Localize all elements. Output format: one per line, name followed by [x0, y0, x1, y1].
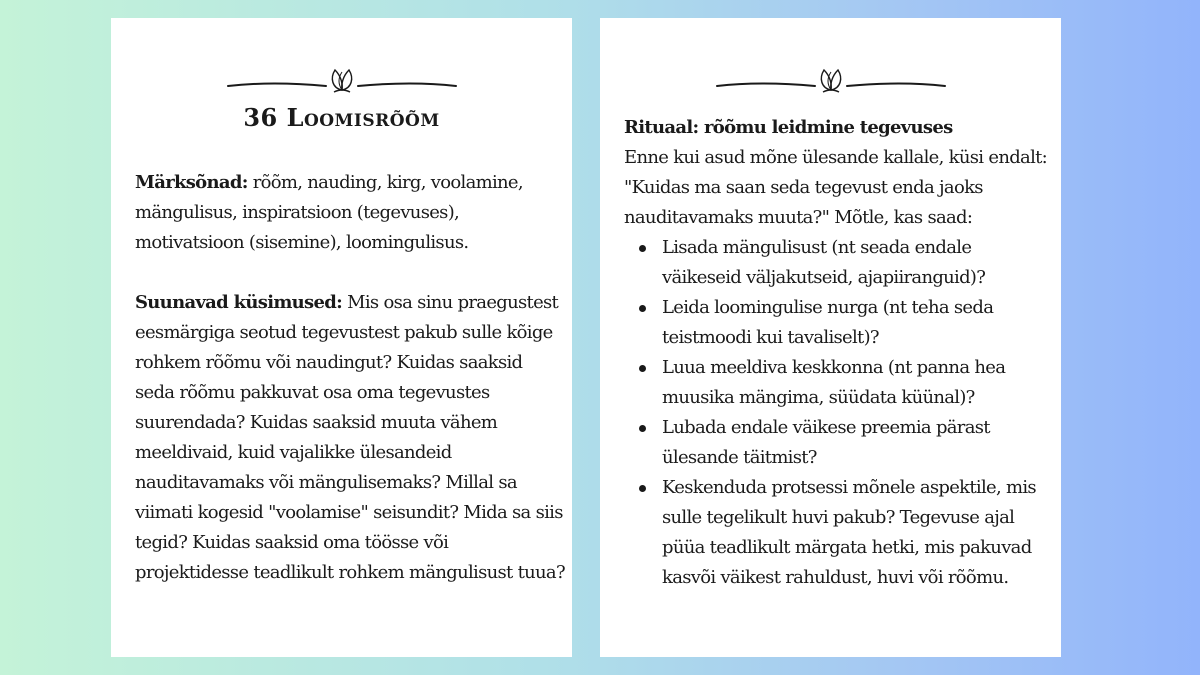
- ritual-heading: Rituaal: rõõmu leidmine tegevuses: [624, 117, 953, 138]
- card-title: 36 Loomisrõõm: [243, 103, 440, 132]
- right-card: [600, 18, 1061, 657]
- keywords-label: Märksõnad:: [135, 172, 248, 193]
- right-card-body: [624, 113, 1054, 593]
- list-item: Keskenduda protsessi mõnele aspektile, mis sulle tegelikult huvi pakub? Tegevuse ajal püüa teadlikult märgata hetki, mis pakuvad kasvõi väikest rahuldust, huvi või rõõmu.: [624, 473, 1054, 593]
- left-card: [111, 18, 572, 657]
- keywords-paragraph: [135, 168, 565, 258]
- leaf-flourish-icon: [600, 64, 1061, 100]
- list-item: Luua meeldiva keskkonna (nt panna hea muusika mängima, süüdata küünal)?: [624, 353, 1054, 413]
- questions-paragraph: [135, 288, 565, 588]
- ritual-intro: Enne kui asud mõne ülesande kallale, küsi endalt: "Kuidas ma saan seda tegevust enda jaoks nauditavamaks muuta?" Mõtle, kas saad:: [624, 147, 1048, 228]
- left-card-body: [135, 168, 565, 588]
- ritual-list: [624, 233, 1054, 593]
- keywords-text: rõõm, nauding, kirg, voolamine, mängulisus, inspiratsioon (tegevuses), motivatsioon (sisemine), loomingulisus.: [135, 172, 523, 253]
- list-item: Leida loomingulise nurga (nt teha seda teistmoodi kui tavaliselt)?: [624, 293, 1054, 353]
- list-item: Lisada mängulisust (nt seada endale väikeseid väljakutseid, ajapiiranguid)?: [624, 233, 1054, 293]
- questions-text: Mis osa sinu praegustest eesmärgiga seotud tegevustest pakub sulle kõige rohkem rõõmu või naudingut? Kuidas saaksid seda rõõmu pakkuvat osa oma tegevustes suurendada? Kuidas saaksid muuta vähem meeldivaid, kuid vajalikke ülesandeid nauditavamaks või mängulisemaks? Millal sa viimati kogesid "voolamise" seisundit? Mida sa siis tegid? Kuidas saaksid oma töösse või projektidesse teadlikult rohkem mängulisust tuua?: [135, 292, 565, 583]
- list-item: Lubada endale väikese preemia pärast ülesande täitmist?: [624, 413, 1054, 473]
- questions-label: Suunavad küsimused:: [135, 292, 343, 313]
- leaf-flourish-icon: [111, 64, 572, 100]
